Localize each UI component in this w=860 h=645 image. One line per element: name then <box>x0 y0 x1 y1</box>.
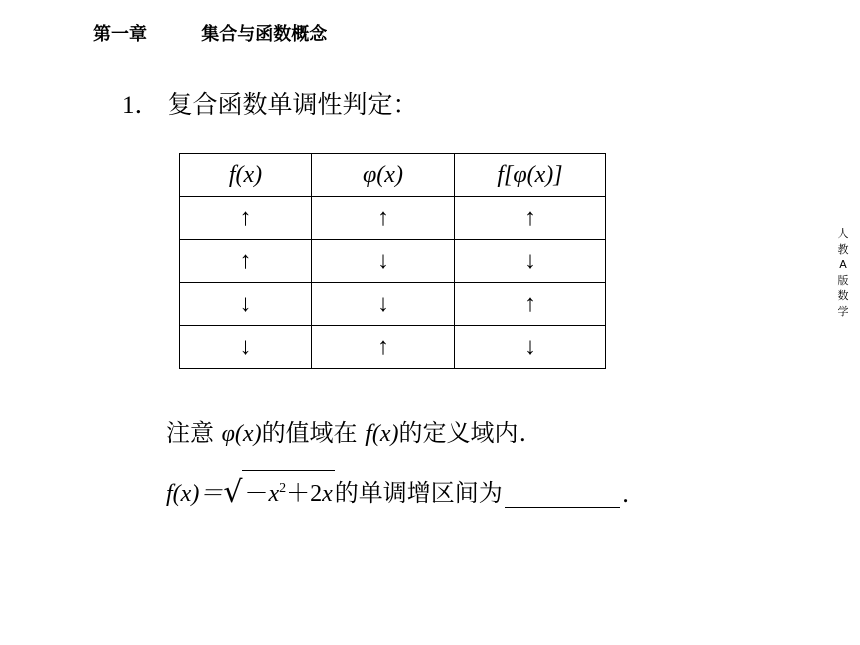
section-heading <box>122 85 417 121</box>
table-row <box>180 240 606 283</box>
answer-blank[interactable] <box>505 481 620 508</box>
note-suffix: 的定义域内. <box>398 419 527 447</box>
radicand-minus: － <box>244 481 269 507</box>
table-row <box>180 197 606 240</box>
table-cell: ↑ <box>455 197 606 240</box>
note-prefix: 注意 <box>166 419 222 447</box>
side-tag-char: 教 <box>837 242 849 256</box>
table-row <box>180 326 606 369</box>
table-cell: ↑ <box>455 283 606 326</box>
table-cell: ↑ <box>312 326 455 369</box>
radicand-plus-two: ＋2 <box>286 481 323 507</box>
radicand-x: x <box>268 481 280 507</box>
table-row <box>180 283 606 326</box>
heading-text: 复合函数单调性判定： <box>167 90 418 119</box>
note-phi-expr: φ(x) <box>221 421 262 447</box>
textbook-side-tag <box>834 226 852 319</box>
side-tag-char: 人 <box>837 227 849 240</box>
table-cell: ↓ <box>455 240 606 283</box>
table-cell: ↑ <box>180 240 312 283</box>
side-tag-char: 版 <box>837 273 849 287</box>
chapter-header <box>93 20 327 46</box>
table-header-row <box>180 154 606 197</box>
side-tag-char: 学 <box>837 304 849 318</box>
radicand-exponent: 2 <box>279 481 287 496</box>
table-cell: ↓ <box>180 283 312 326</box>
side-tag-char: 数 <box>837 289 849 302</box>
sqrt-expression <box>223 470 334 508</box>
heading-number: 1． <box>122 92 160 119</box>
table-cell: ↓ <box>455 326 606 369</box>
table-header-cell: φ(x) <box>312 154 455 197</box>
domain-note <box>166 413 526 448</box>
table-header-cell: f(x) <box>180 154 312 197</box>
note-middle: 的值域在 <box>261 419 366 447</box>
table-cell: ↓ <box>312 283 455 326</box>
table-cell: ↓ <box>312 240 455 283</box>
table-cell: ↑ <box>312 197 455 240</box>
monotonicity-table <box>179 153 606 369</box>
table-cell: ↓ <box>180 326 312 369</box>
question-end: . <box>621 480 630 508</box>
exercise-question <box>166 470 629 508</box>
radical-sign: √ <box>223 475 243 510</box>
chapter-label: 第一章 <box>93 24 147 45</box>
table-cell: ↑ <box>180 197 312 240</box>
table-header-cell: f[φ(x)] <box>455 154 606 197</box>
question-lhs: f(x)＝ <box>166 481 224 507</box>
question-text: 的单调增区间为 <box>334 479 503 507</box>
radicand <box>242 470 334 508</box>
radicand-x2: x <box>322 481 333 507</box>
chapter-title: 集合与函数概念 <box>201 24 328 45</box>
note-f-expr: f(x) <box>365 421 399 447</box>
side-tag-char: A <box>839 258 847 271</box>
